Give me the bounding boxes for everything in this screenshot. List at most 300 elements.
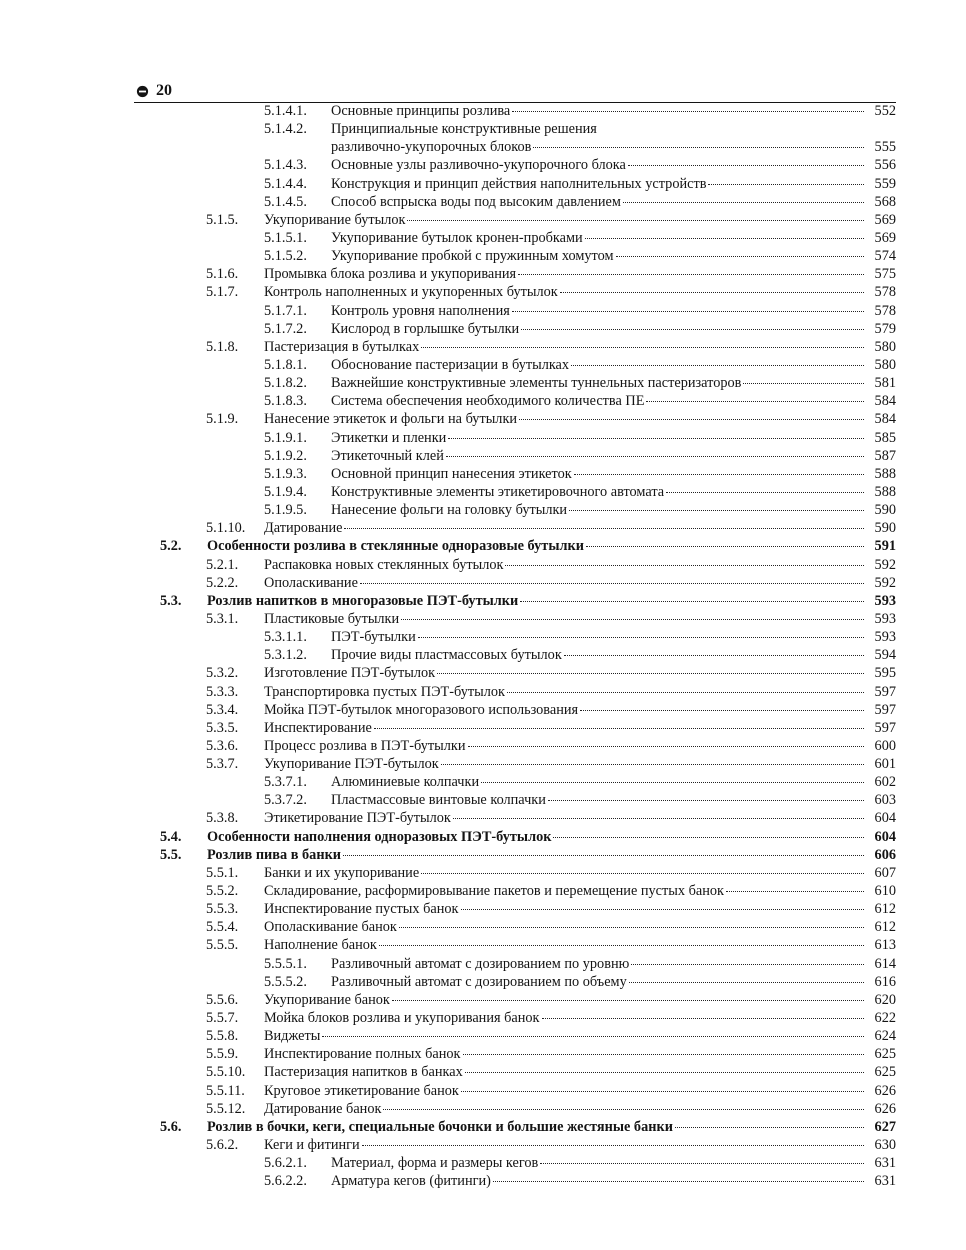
toc-entry-page: 584 (874, 411, 896, 428)
toc-entry-number: 5.5.1. (206, 864, 239, 881)
dot-leader (519, 419, 864, 420)
toc-entry-page: 630 (874, 1137, 896, 1154)
toc-entry-page: 595 (874, 665, 896, 682)
toc-entry (0, 646, 966, 664)
dot-leader (560, 292, 864, 293)
toc-entry-title: Основные принципы розлива (331, 103, 511, 119)
toc-entry-number: 5.2.1. (206, 556, 239, 573)
toc-entry-number: 5.1.8. (206, 338, 239, 355)
toc-entry-body (264, 755, 896, 773)
toc-entry-number: 5.1.5.2. (264, 248, 307, 265)
toc-entry-title: Конструкция и принцип действия наполнительных устройств (331, 175, 707, 192)
toc-entry-number: 5.2.2. (206, 574, 239, 591)
toc-entry-title: Пластиковые бутылки (264, 610, 400, 627)
toc-entry-number: 5.3.6. (206, 737, 239, 754)
toc-entry-number: 5.1.8.2. (264, 375, 307, 392)
toc-entry (0, 429, 966, 447)
toc-entry-page: 622 (874, 1010, 896, 1027)
dot-leader (399, 927, 864, 928)
toc-entry (0, 265, 966, 283)
toc-entry (0, 755, 966, 773)
dot-leader (708, 184, 864, 185)
dot-leader (343, 855, 864, 856)
toc-entry-body (264, 701, 896, 719)
toc-entry (0, 828, 966, 846)
toc-entry-page: 584 (874, 393, 896, 410)
toc-entry-page: 556 (874, 157, 896, 174)
toc-entry-number: 5.1.8.1. (264, 356, 307, 373)
dot-leader (726, 891, 864, 892)
toc-entry-page: 579 (874, 320, 896, 337)
toc-entry-number: 5.3.4. (206, 701, 239, 718)
toc-entry-title: Конструктивные элементы этикетировочного автомата (331, 483, 665, 500)
toc-entry-number: 5.5.4. (206, 919, 239, 936)
toc-entry-page: 604 (874, 810, 896, 827)
toc-entry-body (331, 320, 896, 338)
toc-entry-title: Круговое этикетирование банок (264, 1082, 459, 1099)
toc-entry-title: Материал, форма и размеры кегов (331, 1155, 539, 1172)
toc-entry-number: 5.4. (160, 828, 182, 845)
toc-entry (0, 846, 966, 864)
dot-leader (437, 673, 864, 674)
toc-entry-body (264, 737, 896, 755)
toc-entry-title: Наполнение банок (264, 937, 377, 954)
toc-entry-title: Кислород в горлышке бутылки (331, 320, 520, 337)
toc-entry-number: 5.1.6. (206, 266, 239, 283)
toc-entry-body (264, 265, 896, 283)
toc-entry-page: 552 (874, 103, 896, 119)
toc-entry (0, 864, 966, 882)
dot-leader (629, 982, 864, 983)
toc-entry-title: Розлив пива в банки (207, 846, 342, 863)
toc-entry-body (331, 791, 896, 809)
toc-entry-page: 580 (874, 356, 896, 373)
toc-entry (0, 1136, 966, 1154)
toc-entry-number: 5.1.5.1. (264, 229, 307, 246)
toc-entry-title: Система обеспечения необходимого количества ПЕ (331, 393, 645, 410)
toc-entry-body (264, 936, 896, 954)
toc-entry-body (264, 1082, 896, 1100)
toc-entry-number: 5.5.11. (206, 1082, 245, 1099)
toc-entry-body (331, 138, 896, 156)
toc-entry-number: 5.3.2. (206, 665, 239, 682)
toc-entry (0, 102, 966, 120)
dot-leader (322, 1036, 864, 1037)
toc-entry-page: 593 (874, 610, 896, 627)
toc-entry-page: 593 (874, 629, 896, 646)
toc-entry-body (264, 1027, 896, 1045)
toc-entry-body (331, 229, 896, 247)
toc-entry-title: Ополаскивание (264, 574, 358, 591)
toc-entry-body (331, 392, 896, 410)
toc-entry (0, 628, 966, 646)
toc-entry (0, 610, 966, 628)
toc-entry-title: Особенности наполнения одноразовых ПЭТ-бутылок (207, 828, 552, 845)
toc-entry-page: 627 (874, 1118, 896, 1135)
dot-leader (461, 1091, 864, 1092)
toc-entry-number: 5.3. (160, 592, 182, 609)
dot-leader (441, 764, 864, 765)
toc-entry-title: Банки и их укупоривание (264, 864, 420, 881)
toc-entry-title: Этикетирование ПЭТ-бутылок (264, 810, 451, 827)
toc-entry (0, 1100, 966, 1118)
dot-leader (520, 601, 864, 602)
toc-entry-body (331, 447, 896, 465)
toc-entry-body (264, 719, 896, 737)
dot-leader (623, 202, 864, 203)
toc-entry (0, 791, 966, 809)
toc-entry-body (331, 773, 896, 791)
toc-entry-number: 5.1.7.1. (264, 302, 307, 319)
toc-entry-title: Этикеточный клей (331, 447, 444, 464)
toc-entry (0, 465, 966, 483)
toc-entry-body (331, 1172, 896, 1190)
toc-entry (0, 483, 966, 501)
toc-entry-number: 5.5.12. (206, 1100, 246, 1117)
dot-leader (418, 637, 864, 638)
toc-entry (0, 1118, 966, 1136)
toc-entry-body (264, 574, 896, 592)
dot-leader (571, 365, 864, 366)
toc-entry (0, 537, 966, 555)
toc-entry (0, 156, 966, 174)
toc-entry-title: Укупоривание пробкой с пружинным хомутом (331, 248, 614, 265)
toc-entry-body (264, 211, 896, 229)
toc-entry-title: Укупоривание ПЭТ-бутылок (264, 756, 439, 773)
toc-entry-page: 590 (874, 502, 896, 519)
toc-entry-number: 5.5.5.2. (264, 973, 307, 990)
toc-entry-title: Изготовление ПЭТ-бутылок (264, 665, 436, 682)
toc-entry (0, 737, 966, 755)
toc-entry-title: Инспектирование пустых банок (264, 901, 459, 918)
dot-leader (533, 147, 864, 148)
dot-leader (518, 274, 864, 275)
toc-entry-page: 592 (874, 574, 896, 591)
toc-entry-page: 612 (874, 919, 896, 936)
toc-entry-number: 5.5.7. (206, 1010, 239, 1027)
toc-entry-number: 5.3.1.2. (264, 647, 307, 664)
toc-entry-body (207, 846, 896, 864)
toc-entry (0, 664, 966, 682)
toc-entry-title: Распаковка новых стеклянных бутылок (264, 556, 504, 573)
toc-entry-number: 5.3.7.2. (264, 792, 307, 809)
dot-leader (540, 1163, 864, 1164)
toc-entry-number: 5.1.4.2. (264, 121, 307, 138)
toc-entry (0, 302, 966, 320)
toc-entry-page: 626 (874, 1082, 896, 1099)
toc-entry (0, 955, 966, 973)
dot-leader (646, 401, 864, 402)
table-of-contents (0, 102, 966, 1190)
toc-entry-body (331, 102, 896, 120)
dot-leader (521, 329, 864, 330)
toc-entry-number: 5.2. (160, 538, 182, 555)
dot-leader (512, 111, 864, 112)
toc-entry (0, 1045, 966, 1063)
toc-entry-number: 5.5.5. (206, 937, 239, 954)
dot-leader (362, 1145, 864, 1146)
dot-leader (569, 510, 864, 511)
toc-entry-page: 581 (874, 375, 896, 392)
toc-entry-number: 5.1.9.2. (264, 447, 307, 464)
toc-entry (0, 410, 966, 428)
dot-leader (548, 800, 864, 801)
dot-leader (675, 1127, 864, 1128)
toc-entry-body (264, 338, 896, 356)
toc-entry-page: 600 (874, 737, 896, 754)
toc-entry-title: Разливочный автомат с дозированием по уровню (331, 955, 630, 972)
toc-entry-page: 591 (874, 538, 896, 555)
toc-entry (0, 701, 966, 719)
toc-entry-title: Пластмассовые винтовые колпачки (331, 792, 546, 809)
toc-entry-number: 5.1.10. (206, 520, 246, 537)
toc-entry-body (331, 429, 896, 447)
toc-entry-body (264, 664, 896, 682)
dot-leader (628, 165, 864, 166)
toc-entry-page: 606 (874, 846, 896, 863)
toc-entry (0, 683, 966, 701)
toc-entry (0, 592, 966, 610)
toc-entry-number: 5.5.5.1. (264, 955, 307, 972)
toc-entry-title: Разливочный автомат с дозированием по объему (331, 973, 627, 990)
toc-entry (0, 1154, 966, 1172)
dot-leader (463, 1054, 865, 1055)
toc-entry (0, 374, 966, 392)
toc-entry-body (207, 537, 896, 555)
toc-entry-page: 616 (874, 973, 896, 990)
toc-entry-page: 575 (874, 266, 896, 283)
toc-entry-title: Принципиальные конструктивные решения (331, 121, 597, 138)
toc-entry-page: 613 (874, 937, 896, 954)
dot-leader (507, 692, 864, 693)
toc-entry-title: Обоснование пастеризации в бутылках (331, 356, 570, 373)
dot-leader (505, 565, 864, 566)
toc-entry-page: 597 (874, 683, 896, 700)
toc-entry-body (331, 955, 896, 973)
toc-entry (0, 519, 966, 537)
toc-entry-title: Особенности розлива в стеклянные одноразовые бутылки (207, 538, 584, 555)
toc-entry-number: 5.1.9.4. (264, 483, 307, 500)
toc-entry-body (331, 193, 896, 211)
toc-entry-body (264, 1136, 896, 1154)
toc-entry-number: 5.5.9. (206, 1046, 239, 1063)
toc-entry-number: 5.1.9.5. (264, 502, 307, 519)
toc-entry-title: Мойка ПЭТ-бутылок многоразового использования (264, 701, 579, 718)
toc-entry-title: Розлив в бочки, кеги, специальные бочонки и большие жестяные банки (207, 1118, 673, 1135)
dot-leader (481, 782, 864, 783)
toc-entry-body (331, 247, 896, 265)
dot-leader (564, 655, 864, 656)
dot-leader (407, 220, 864, 221)
toc-entry-page: 580 (874, 338, 896, 355)
toc-entry (0, 338, 966, 356)
dot-leader (553, 837, 864, 838)
page-number: 20 (156, 82, 172, 99)
toc-entry-page: 555 (874, 139, 896, 156)
toc-entry-page: 594 (874, 647, 896, 664)
toc-entry (0, 773, 966, 791)
toc-entry-number: 5.3.3. (206, 683, 239, 700)
toc-entry (0, 247, 966, 265)
toc-entry-body (264, 556, 896, 574)
toc-entry (0, 320, 966, 338)
toc-entry-page: 578 (874, 284, 896, 301)
toc-entry (0, 936, 966, 954)
toc-entry-title: Важнейшие конструктивные элементы туннельных пастеризаторов (331, 375, 742, 392)
toc-entry-page: 597 (874, 719, 896, 736)
toc-entry-title: Инспектирование полных банок (264, 1046, 461, 1063)
toc-entry-page: 569 (874, 229, 896, 246)
toc-entry-page: 559 (874, 175, 896, 192)
toc-entry-body (264, 410, 896, 428)
toc-entry-page: 631 (874, 1155, 896, 1172)
toc-entry-number: 5.6. (160, 1118, 182, 1135)
toc-entry-page: 625 (874, 1064, 896, 1081)
dot-leader (461, 909, 865, 910)
toc-entry-page: 590 (874, 520, 896, 537)
toc-entry-body (264, 683, 896, 701)
toc-entry (0, 501, 966, 519)
toc-entry-number: 5.6.2.1. (264, 1155, 307, 1172)
toc-entry-title: Способ вспрыска воды под высоким давлением (331, 193, 621, 210)
toc-entry-body (331, 374, 896, 392)
toc-entry-number: 5.1.4.5. (264, 193, 307, 210)
toc-entry-title: Алюминиевые колпачки (331, 774, 480, 791)
toc-entry-number: 5.5.2. (206, 883, 239, 900)
toc-entry-page: 587 (874, 447, 896, 464)
bullet-circle-icon (136, 85, 149, 98)
toc-entry-page: 624 (874, 1028, 896, 1045)
toc-entry-body (264, 519, 896, 537)
toc-entry-body (331, 175, 896, 193)
toc-entry-title: Виджеты (264, 1028, 321, 1045)
toc-entry-title: Ополаскивание банок (264, 919, 397, 936)
toc-entry-title: Контроль наполненных и укупоренных бутылок (264, 284, 558, 301)
toc-entry-page: 603 (874, 792, 896, 809)
toc-entry-body (264, 1100, 896, 1118)
toc-entry-page: 626 (874, 1100, 896, 1117)
dot-leader (666, 492, 864, 493)
toc-entry-title: Датирование (264, 520, 343, 537)
toc-entry (0, 719, 966, 737)
toc-entry-number: 5.3.7. (206, 756, 239, 773)
dot-leader (360, 583, 864, 584)
toc-entry-page: 620 (874, 991, 896, 1008)
toc-entry-number: 5.1.5. (206, 211, 239, 228)
toc-entry-page: 625 (874, 1046, 896, 1063)
toc-entry-number: 5.5.10. (206, 1064, 246, 1081)
toc-entry-body (264, 283, 896, 301)
toc-entry-page: 607 (874, 864, 896, 881)
toc-entry (0, 447, 966, 465)
toc-entry-title: Этикетки и пленки (331, 429, 447, 446)
toc-entry-title: Промывка блока розлива и укупоривания (264, 266, 517, 283)
toc-entry (0, 973, 966, 991)
toc-entry-body (264, 610, 896, 628)
toc-entry-number: 5.6.2.2. (264, 1173, 307, 1190)
toc-entry (0, 193, 966, 211)
toc-entry-number: 5.1.7. (206, 284, 239, 301)
toc-entry-title: Укупоривание бутылок кронен-пробками (331, 229, 583, 246)
toc-entry (0, 918, 966, 936)
dot-leader (586, 546, 864, 547)
toc-entry-body (264, 882, 896, 900)
toc-entry (0, 1009, 966, 1027)
toc-entry (0, 283, 966, 301)
dot-leader (446, 456, 864, 457)
toc-entry (0, 991, 966, 1009)
toc-entry (0, 809, 966, 827)
toc-entry-title: Пастеризация напитков в банках (264, 1064, 463, 1081)
toc-entry-body (207, 1118, 896, 1136)
toc-entry-body (331, 356, 896, 374)
toc-entry (0, 574, 966, 592)
toc-entry-title: Кеги и фитинги (264, 1137, 360, 1154)
toc-entry-page: 585 (874, 429, 896, 446)
toc-entry (0, 1172, 966, 1190)
dot-leader (542, 1018, 864, 1019)
toc-entry (0, 882, 966, 900)
toc-entry-body (331, 156, 896, 174)
toc-entry-body (331, 646, 896, 664)
toc-entry-title: Укупоривание бутылок (264, 211, 406, 228)
dot-leader (631, 964, 864, 965)
toc-entry-page: 597 (874, 701, 896, 718)
toc-entry (0, 1082, 966, 1100)
toc-entry (0, 1027, 966, 1045)
toc-entry-title: Мойка блоков розлива и укупоривания банок (264, 1010, 540, 1027)
toc-entry-body (331, 302, 896, 320)
toc-entry (0, 356, 966, 374)
toc-entry-page: 593 (874, 592, 896, 609)
dot-leader (453, 818, 864, 819)
toc-entry-body (264, 1009, 896, 1027)
toc-entry (0, 1063, 966, 1081)
toc-entry-title: Контроль уровня наполнения (331, 302, 510, 319)
dot-leader (574, 474, 864, 475)
toc-entry-number: 5.5.8. (206, 1028, 239, 1045)
toc-entry-page: 592 (874, 556, 896, 573)
toc-entry-body (264, 1045, 896, 1063)
toc-entry-title: Складирование, расформировывание пакетов и перемещение пустых банок (264, 883, 724, 900)
toc-entry-number: 5.1.4.1. (264, 103, 307, 119)
toc-entry-title: Арматура кегов (фитинги) (331, 1173, 491, 1190)
toc-entry-number: 5.3.8. (206, 810, 239, 827)
toc-entry-page: 614 (874, 955, 896, 972)
toc-entry-number: 5.1.9.1. (264, 429, 307, 446)
toc-entry (0, 556, 966, 574)
toc-entry (0, 229, 966, 247)
toc-entry-title: Основные узлы разливочно-укупорочного блока (331, 157, 626, 174)
toc-entry-number: 5.1.7.2. (264, 320, 307, 337)
dot-leader (468, 746, 865, 747)
toc-entry-body (331, 628, 896, 646)
toc-entry-title: Датирование банок (264, 1100, 382, 1117)
page-header (134, 80, 896, 103)
dot-leader (585, 238, 864, 239)
toc-entry-number: 5.5.3. (206, 901, 239, 918)
toc-entry-title: Транспортировка пустых ПЭТ-бутылок (264, 683, 505, 700)
toc-entry-number: 5.3.7.1. (264, 774, 307, 791)
toc-entry-page: 568 (874, 193, 896, 210)
toc-entry (0, 138, 966, 156)
dot-leader (344, 528, 864, 529)
toc-entry-page: 602 (874, 774, 896, 791)
toc-entry-page: 601 (874, 756, 896, 773)
dot-leader (379, 945, 864, 946)
dot-leader (421, 347, 864, 348)
toc-entry-body (331, 1154, 896, 1172)
